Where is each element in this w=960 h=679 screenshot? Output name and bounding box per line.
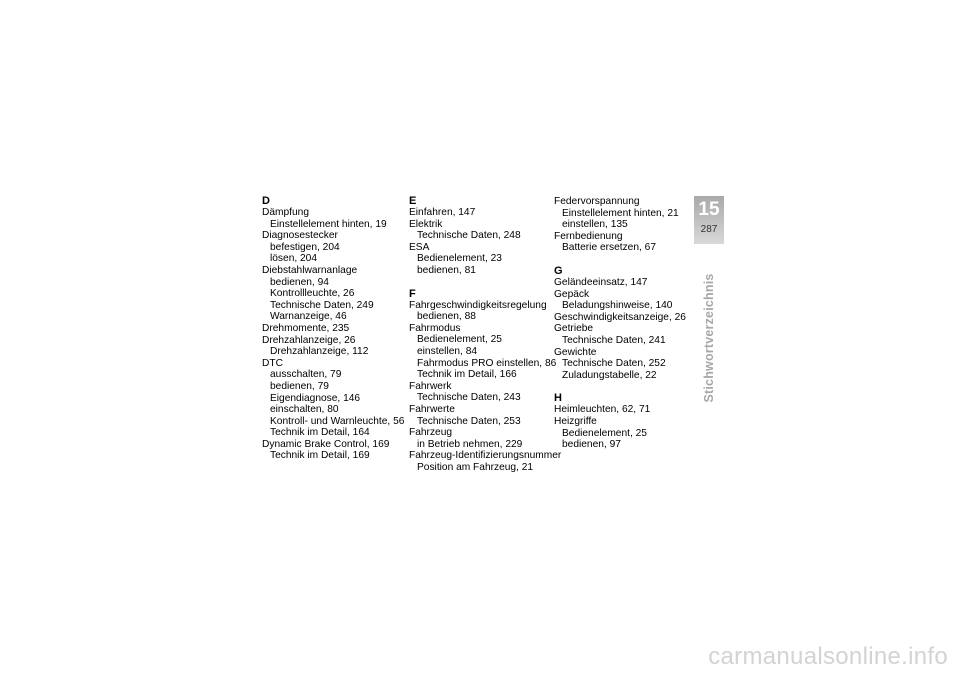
index-subentry: bedienen, 94 [270,276,329,288]
chapter-badge [694,196,724,244]
index-entry: Gewichte [554,346,597,358]
index-letter-heading: D [262,195,270,207]
section-title-vertical [699,273,719,403]
index-entry: Geschwindigkeitsanzeige, 26 [554,311,686,323]
index-subentry: Technik im Detail, 166 [417,369,517,381]
index-entry: Geländeeinsatz, 147 [554,276,648,288]
index-entry: Getriebe [554,323,594,335]
index-subentry: Eigendiagnose, 146 [270,392,361,404]
index-subentry: Technische Daten, 243 [417,392,521,404]
index-entry: Elektrik [409,218,443,230]
index-subentry: Zuladungstabelle, 22 [562,369,657,381]
index-entry: Fahrzeug-Identifizierungsnummer [409,450,562,462]
index-entry: DTC [262,357,283,369]
index-subentry: Technische Daten, 248 [417,230,521,242]
section-gap [554,381,694,393]
index-subentry: ausschalten, 79 [270,369,342,381]
index-subentry: in Betrieb nehmen, 229 [417,438,523,450]
watermark: carmanualsonline.info [708,643,948,670]
index-subentry: Fahrmodus PRO einstellen, 86 [417,357,557,369]
index-subentry: Technik im Detail, 169 [270,450,370,462]
index-entry: Fahrwerte [409,403,455,415]
index-column-2 [409,195,562,473]
index-subentry: bedienen, 81 [417,264,476,276]
index-subentry: Technische Daten, 252 [562,358,666,370]
index-subentry: Bedienelement, 25 [562,427,647,439]
index-entry: Fahrmodus [409,322,461,334]
page-number: 287 [700,224,718,235]
index-subentry: Einstellelement hinten, 19 [270,218,387,230]
section-gap [409,277,549,289]
section-gap [554,254,694,266]
index-subentry: einstellen, 135 [562,219,628,231]
index-entry: Fernbedienung [554,230,623,242]
index-subentry: Warnanzeige, 46 [270,311,347,323]
index-letter-heading: E [409,195,417,207]
index-entry: Dämpfung [262,207,310,218]
index-subentry: Bedienelement, 23 [417,253,502,265]
index-subentry: Kontrollleuchte, 26 [270,288,355,300]
index-entry: Drehmomente, 235 [262,322,350,334]
index-letter-heading: G [554,264,563,277]
index-entry: Einfahren, 147 [409,207,476,218]
chapter-number: 15 [698,199,720,220]
index-subentry: Beladungshinweise, 140 [562,300,673,312]
index-subentry: Drehzahlanzeige, 112 [270,346,369,358]
index-column-1 [262,195,405,462]
index-entry: Fahrgeschwindigkeitsregelung [409,299,547,311]
index-entry: Heimleuchten, 62, 71 [554,404,651,416]
index-entry: Fahrwerk [409,380,452,392]
index-subentry: Kontroll- und Warnleuchte, 56 [270,415,405,427]
index-entry: Gepäck [554,288,590,300]
chapter-tab [694,196,724,244]
index-subentry: bedienen, 79 [270,380,329,392]
index-subentry: Technische Daten, 249 [270,299,374,311]
index-entry: Drehzahlanzeige, 26 [262,334,356,346]
index-entry: Dynamic Brake Control, 169 [262,438,390,450]
index-entry: Fahrzeug [409,427,453,439]
index-entry: Federvorspannung [554,196,640,207]
index-subentry: Position am Fahrzeug, 21 [417,461,534,473]
index-letter-heading: H [554,392,562,405]
index-subentry: befestigen, 204 [270,241,340,253]
index-entry: Heizgriffe [554,415,597,427]
index-subentry: lösen, 204 [270,253,318,265]
index-subentry: Batterie ersetzen, 67 [562,242,657,254]
index-entry: ESA [409,241,430,253]
index-entry: Diagnosestecker [262,230,338,242]
section-title: Stichwortverzeichnis [702,273,716,403]
index-subentry: Einstellelement hinten, 21 [562,207,679,219]
index-letter-heading: F [409,287,416,300]
index-subentry: einstellen, 84 [417,345,478,357]
index-subentry: Technische Daten, 241 [562,334,666,346]
index-subentry: bedienen, 97 [562,439,621,451]
index-subentry: Bedienelement, 25 [417,334,502,346]
index-subentry: einschalten, 80 [270,404,339,416]
index-subentry: bedienen, 88 [417,311,476,323]
index-subentry: Technische Daten, 253 [417,415,521,427]
index-entry: Diebstahlwarnanlage [262,264,358,276]
index-column-3 [554,196,694,451]
index-subentry: Technik im Detail, 164 [270,427,370,439]
